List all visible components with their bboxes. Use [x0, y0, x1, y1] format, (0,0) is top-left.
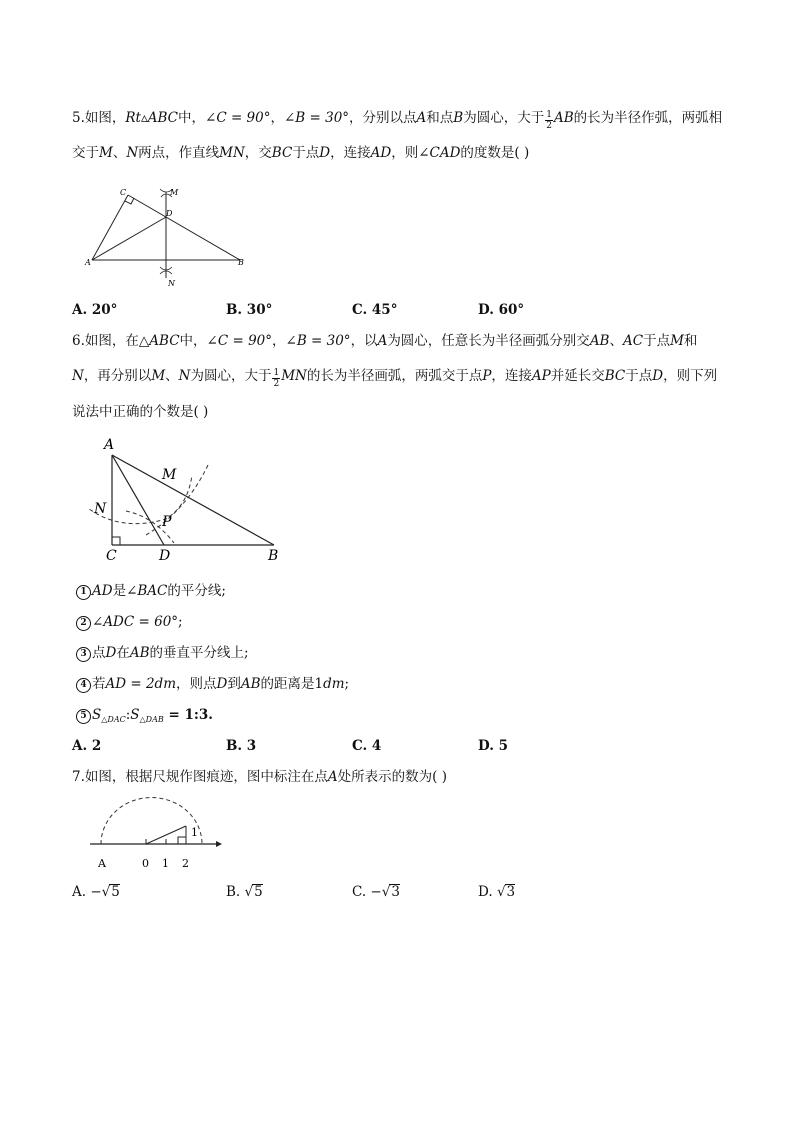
q5-math: C = 90° — [216, 110, 271, 126]
radicand: 3 — [391, 884, 400, 900]
q7-text: 处所表示的数为( ) — [337, 769, 447, 785]
q5-option-a[interactable]: A. 20° — [72, 302, 118, 318]
q7-stem-line1 — [72, 767, 447, 787]
q6-text: 和 — [683, 333, 698, 349]
label-h1: 1 — [191, 826, 198, 839]
q6-text: 6.如图，在 — [72, 333, 139, 349]
q6-text: 中，∠ — [179, 333, 218, 349]
q6-math: N — [72, 368, 84, 384]
q6-figure — [88, 433, 298, 565]
q6-text: ; — [178, 614, 183, 630]
q6-text: 的垂直平分线上; — [149, 645, 249, 661]
q6-math: S — [92, 707, 102, 723]
q5-stem-line2 — [72, 143, 529, 163]
right-angle-mark — [112, 537, 120, 545]
q6-math: D — [652, 368, 664, 384]
q5-text: 为圆心，大于 — [463, 110, 545, 126]
q5-option-b[interactable]: B. 30° — [226, 302, 273, 318]
q5-text: 、 — [112, 145, 127, 161]
fraction-numerator: 1 — [273, 368, 280, 378]
segment-AD — [92, 217, 166, 260]
fraction-denominator: 2 — [546, 121, 552, 131]
q6-text: ; — [344, 676, 350, 692]
q6-text: ，再分别以 — [83, 368, 152, 384]
q6-text: ，以 — [350, 333, 378, 349]
q6-math: AB — [589, 333, 610, 349]
q6-text: 的距离是1 — [260, 676, 324, 692]
label-M: M — [162, 467, 177, 483]
q6-text: ，连接 — [491, 368, 532, 384]
q6-statement-3 — [76, 643, 249, 663]
q5-text: ，分别以点 — [349, 110, 417, 126]
q6-text: 若 — [92, 676, 106, 692]
q7-math: A — [327, 769, 338, 785]
q6-math: AD — [92, 583, 113, 599]
q5-math: BC — [271, 145, 293, 161]
option-prefix: A. − — [72, 884, 102, 900]
q6-text: ，∠ — [272, 333, 297, 349]
q5-math: AB — [553, 110, 574, 126]
q6-text: 点 — [92, 645, 106, 661]
q6-text: 为圆心，任意长为半径画弧分别交 — [387, 333, 590, 349]
q5-option-d[interactable]: D. 60° — [478, 302, 525, 318]
q6-math: B = 30° — [296, 333, 351, 349]
arc-from-M — [146, 465, 208, 535]
q5-option-c[interactable]: C. 45° — [352, 302, 398, 318]
q6-stem-line3: 说法中正确的个数是( ) — [72, 404, 209, 420]
q6-text: 的平分线; — [167, 583, 226, 599]
q6-statement-2 — [76, 612, 183, 632]
q7-figure — [84, 792, 229, 874]
label-D: D — [166, 209, 173, 218]
circled-number: 2 — [76, 616, 91, 631]
q5-math: N — [126, 145, 139, 161]
label-A: A — [98, 857, 106, 870]
label-A: A — [104, 437, 115, 453]
q5-text: 5.如图， — [72, 110, 126, 126]
q5-text: 和点 — [426, 110, 454, 126]
q5-math: M — [99, 145, 113, 161]
arrow-head — [216, 841, 222, 847]
q5-math: AD — [370, 145, 392, 161]
q6-math: N — [178, 368, 191, 384]
label-N: N — [94, 501, 107, 517]
right-angle-mark — [178, 837, 186, 844]
q5-text: 两点，作直线 — [138, 145, 220, 161]
circled-number: 1 — [76, 585, 91, 600]
segment-AD — [112, 455, 164, 545]
sqrt-sign: √ — [244, 884, 254, 900]
radicand: 5 — [254, 884, 263, 900]
side-CB — [128, 195, 240, 260]
option-prefix: B. — [226, 884, 245, 900]
q6-statement-4 — [76, 674, 349, 694]
q6-text: 并延长交 — [550, 368, 605, 384]
radicand: 3 — [506, 884, 516, 900]
q6-math: AP — [531, 368, 551, 384]
q6-subscript: △DAC — [101, 715, 126, 724]
sqrt-sign: √ — [496, 884, 506, 900]
q6-text: 是∠ — [112, 583, 138, 599]
q6-fraction — [272, 368, 280, 389]
q6-text: 于点 — [643, 333, 671, 349]
label-C: C — [106, 548, 117, 564]
q5-text: ，连接 — [330, 145, 371, 161]
label-0: 0 — [142, 857, 149, 870]
label-D: D — [159, 548, 171, 564]
label-2: 2 — [182, 857, 189, 870]
q5-text: ，则∠ — [391, 145, 430, 161]
q6-math: BC — [604, 368, 626, 384]
q5-text: ，∠ — [270, 110, 296, 126]
q6-math: S — [130, 707, 140, 723]
label-B: B — [238, 258, 244, 267]
q5-text: 的长为半径作弧，两弧相 — [573, 110, 723, 126]
q6-math: D — [216, 676, 228, 692]
label-N: N — [168, 279, 175, 288]
q6-option-a[interactable]: A. 2 — [72, 738, 102, 754]
q6-text: 到 — [227, 676, 241, 692]
q6-subscript: △DAB — [139, 715, 164, 724]
q5-text: 交于 — [72, 145, 99, 161]
option-prefix: C. − — [352, 884, 382, 900]
circled-number: 5 — [76, 709, 91, 724]
q6-statement-5 — [76, 705, 213, 730]
label-M: M — [170, 188, 179, 197]
q6-option-d[interactable]: D. 5 — [478, 738, 509, 754]
q6-text: 为圆心，大于 — [190, 368, 272, 384]
q5-text: 中，∠ — [178, 110, 217, 126]
q6-math: C = 90° — [217, 333, 272, 349]
fraction-denominator: 2 — [273, 379, 280, 389]
q6-math: A — [377, 333, 388, 349]
q6-math: AB — [240, 676, 261, 692]
q6-text: ∠ — [92, 614, 104, 630]
q6-text: ，则点 — [176, 676, 217, 692]
q6-text: 、 — [609, 333, 623, 349]
q5-stem-line1 — [72, 108, 722, 131]
q6-math: MN — [281, 368, 307, 384]
q6-stem-line2 — [72, 366, 717, 389]
q6-text: 在 — [116, 645, 130, 661]
label-C: C — [120, 188, 127, 197]
q5-math: CAD — [429, 145, 461, 161]
label-1: 1 — [162, 857, 169, 870]
q5-figure — [80, 182, 255, 292]
q6-option-c[interactable]: C. 4 — [352, 738, 382, 754]
q6-text: 于点 — [625, 368, 653, 384]
sqrt-sign: √ — [381, 884, 391, 900]
sqrt-sign: √ — [101, 884, 111, 900]
label-P: P — [162, 514, 172, 530]
q7-option-a[interactable] — [72, 882, 120, 902]
q6-math: M — [151, 368, 166, 384]
q7-option-d[interactable] — [478, 882, 515, 902]
dashed-arc — [101, 798, 202, 844]
q6-option-b[interactable]: B. 3 — [226, 738, 257, 754]
label-A: A — [85, 258, 91, 267]
q5-math: B = 30° — [295, 110, 350, 126]
q6-text: ，则下列 — [663, 368, 718, 384]
q5-math: D — [319, 145, 331, 161]
q6-math: AB — [129, 645, 150, 661]
q6-text: : — [125, 707, 131, 723]
circled-number: 3 — [76, 647, 91, 662]
q5-math: A — [416, 110, 427, 126]
q5-math: B — [453, 110, 464, 126]
q5-math: MN — [219, 145, 245, 161]
q6-math: AD = 2dm — [105, 676, 176, 692]
q6-math: dm — [323, 676, 345, 692]
q6-math: P — [482, 368, 492, 384]
circled-number: 4 — [76, 678, 91, 693]
radicand: 5 — [111, 884, 120, 900]
q5-text: ，交 — [244, 145, 272, 161]
q5-math: Rt▵ABC — [125, 110, 179, 126]
q5-text: 于点 — [292, 145, 320, 161]
side-AC — [92, 195, 128, 260]
q6-statement-1 — [76, 581, 226, 601]
option-prefix: D. — [478, 884, 497, 900]
q6-math: M — [670, 333, 684, 349]
q7-option-b[interactable] — [226, 882, 263, 902]
q6-math: BAC — [137, 583, 168, 599]
q7-text: 7.如图，根据尺规作图痕迹，图中标注在点 — [72, 769, 328, 785]
q6-text: 、 — [165, 368, 179, 384]
q6-text: = 1:3. — [163, 707, 213, 723]
q5-fraction — [545, 110, 553, 131]
q6-text: 的长为半径画弧，两弧交于点 — [306, 368, 483, 384]
side-AB — [112, 455, 274, 545]
label-B: B — [268, 548, 279, 564]
q6-math: ADC = 60° — [103, 614, 179, 630]
q7-option-c[interactable] — [352, 882, 400, 902]
fraction-numerator: 1 — [546, 110, 552, 120]
q6-math: D — [105, 645, 117, 661]
q6-math: △ABC — [138, 333, 180, 349]
q5-text: 的度数是( ) — [460, 145, 530, 161]
q6-math: AC — [622, 333, 644, 349]
q6-stem-line1 — [72, 331, 697, 351]
